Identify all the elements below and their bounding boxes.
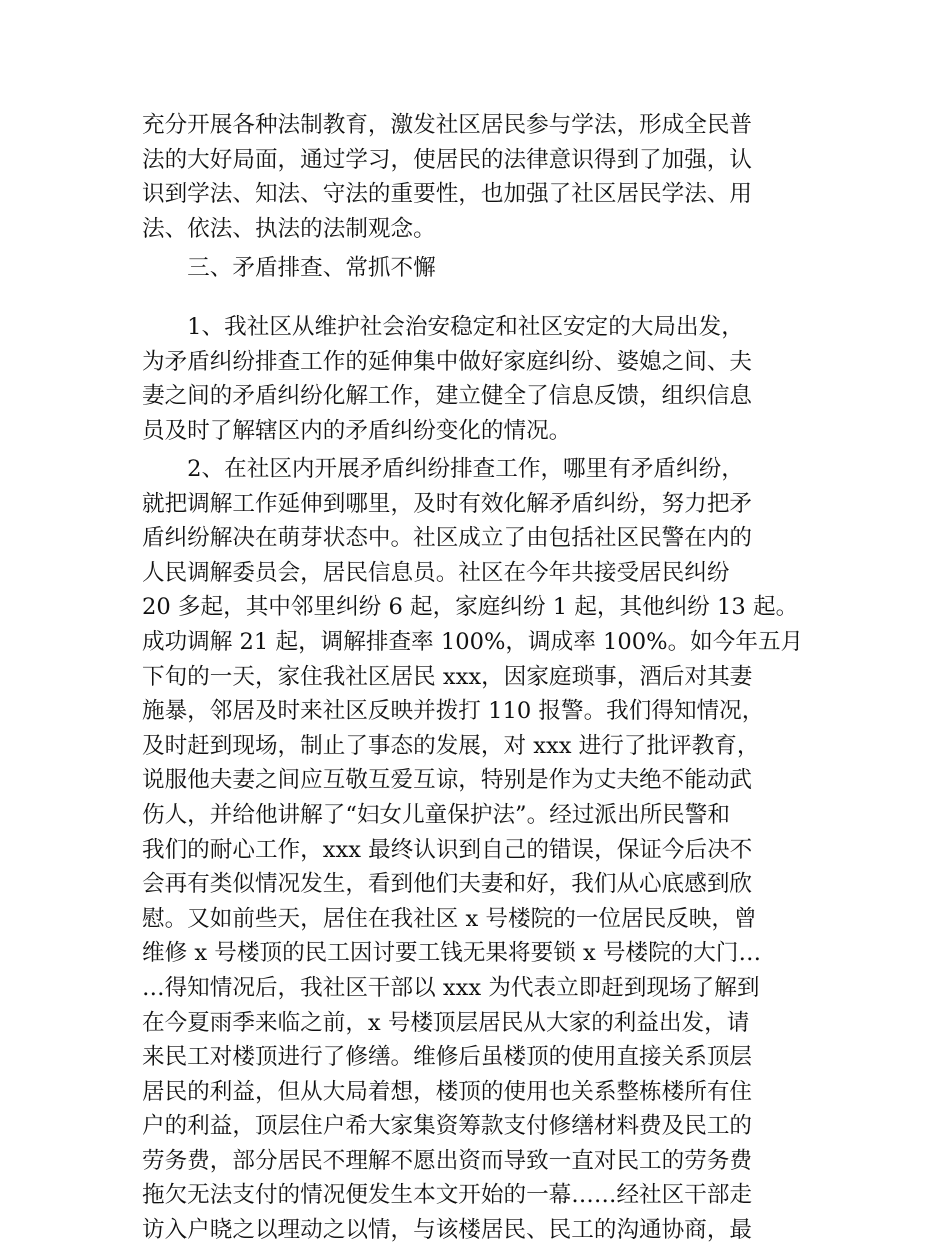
text-line: 会再有类似情况发生，看到他们夫妻和好，我们从心底感到欣: [142, 871, 753, 898]
text-line: 充分开展各种法制教育，激发社区居民参与学法，形成全民普: [142, 112, 753, 138]
text-line: 说服他夫妻之间应互敬互爱互谅，特别是作为丈夫绝不能动武: [142, 767, 753, 794]
text-line: 成功调解 21 起，调解排查率 100%，调成率 100%。如今年五月: [142, 628, 804, 655]
text-line: 为矛盾纠纷排查工作的延伸集中做好家庭纠纷、婆媳之间、夫: [142, 348, 753, 375]
text-line: 居民的利益，但从大局着想，楼顶的使用也关系整栋楼所有住: [142, 1078, 753, 1105]
text-line: 访入户晓之以理动之以情，与该楼居民、民工的沟通协商，最: [142, 1217, 753, 1244]
text-line: 劳务费，部分居民不理解不愿出资而导致一直对民工的劳务费: [142, 1147, 753, 1174]
text-line: 拖欠无法支付的情况便发生本文开始的一幕……经社区干部走: [142, 1182, 753, 1209]
text-line: 人民调解委员会，居民信息员。社区在今年共接受居民纠纷: [142, 559, 730, 586]
text-line: 伤人，并给他讲解了“妇女儿童保护法”。经过派出所民警和: [142, 801, 730, 828]
text-line: 20 多起，其中邻里纠纷 6 起，家庭纠纷 1 起，其他纠纷 13 起。: [142, 594, 799, 621]
text-line: 盾纠纷解决在萌芽状态中。社区成立了由包括社区民警在内的: [142, 525, 753, 552]
text-line: 识到学法、知法、守法的重要性，也加强了社区居民学法、用: [142, 181, 753, 208]
section-heading-text: 三、矛盾排查、常抓不懈: [142, 255, 436, 281]
intro-paragraph: [142, 108, 812, 246]
text-line: 我们的耐心工作，xxx 最终认识到自己的错误，保证今后决不: [142, 836, 753, 863]
text-line: 妻之间的矛盾纠纷化解工作，建立健全了信息反馈，组织信息: [142, 383, 753, 410]
text-line: 2、在社区内开展矛盾纠纷排查工作，哪里有矛盾纠纷，: [142, 456, 744, 482]
text-line: 及时赶到现场，制止了事态的发展，对 xxx 进行了批评教育，: [142, 732, 760, 759]
text-line: …得知情况后，我社区干部以 xxx 为代表立即赶到现场了解到: [142, 974, 760, 1001]
paragraph-item-1: [142, 310, 812, 448]
text-line: 户的利益，顶层住户希大家集资筹款支付修缮材料费及民工的: [142, 1113, 753, 1140]
text-line: 1、我社区从维护社会治安稳定和社区安定的大局出发，: [142, 314, 744, 340]
text-line: 在今夏雨季来临之前，x 号楼顶层居民从大家的利益出发，请: [142, 1009, 750, 1036]
text-line: 法的大好局面，通过学习，使居民的法律意识得到了加强，认: [142, 146, 753, 173]
section-heading: [142, 251, 812, 286]
text-line: 慰。又如前些天，居住在我社区 x 号楼院的一位居民反映，曾: [142, 905, 757, 932]
text-line: 维修 x 号楼顶的民工因讨要工钱无果将要锁 x 号楼院的大门…: [142, 940, 762, 967]
text-line: 员及时了解辖区内的矛盾纠纷变化的情况。: [142, 417, 572, 444]
text-line: 施暴，邻居及时来社区反映并拨打 110 报警。我们得知情况，: [142, 698, 765, 725]
text-line: 就把调解工作延伸到哪里，及时有效化解矛盾纠纷，努力把矛: [142, 490, 753, 517]
text-line: 来民工对楼顶进行了修缮。维修后虽楼顶的使用直接关系顶层: [142, 1044, 753, 1071]
paragraph-item-2: [142, 452, 812, 1248]
text-line: 法、依法、执法的法制观念。: [142, 215, 436, 242]
text-line: 下旬的一天，家住我社区居民 xxx，因家庭琐事，酒后对其妻: [142, 663, 753, 690]
